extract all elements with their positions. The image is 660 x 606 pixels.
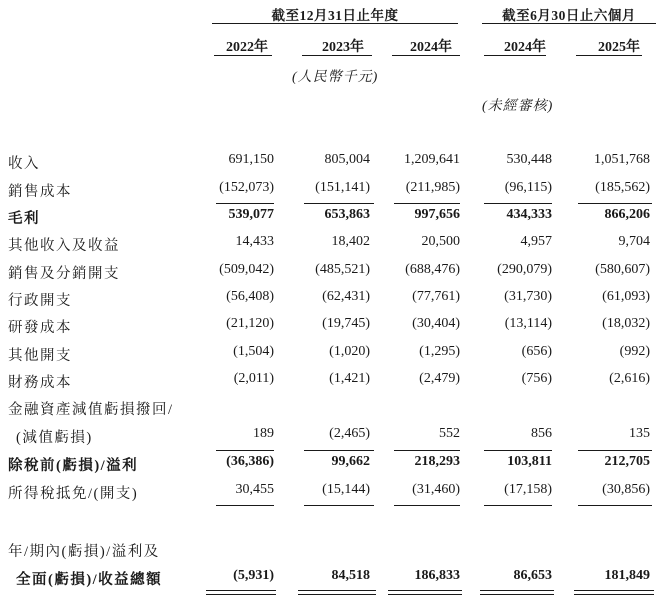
year-header-2025-6m: 2025年 bbox=[598, 40, 640, 55]
unaudited-label: (未經審核) bbox=[482, 99, 554, 114]
row-label-impairment-line2: (減值虧損) bbox=[16, 430, 93, 446]
cell-total-comprehensive-2025-6m: 181,849 bbox=[604, 568, 650, 583]
cell-pbt-2024: 218,293 bbox=[414, 454, 460, 469]
cell-revenue-2022: 691,150 bbox=[228, 152, 274, 167]
year-underline bbox=[484, 55, 546, 56]
cell-cost-of-sales-2025-6m: (185,562) bbox=[595, 180, 650, 195]
cell-impairment-2022: 189 bbox=[253, 426, 274, 441]
cell-other-income-2025-6m: 9,704 bbox=[618, 234, 650, 249]
cell-income-tax-2024-6m: (17,158) bbox=[504, 482, 552, 497]
row-label-profit-before-tax: 除稅前(虧損)/溢利 bbox=[8, 458, 139, 474]
cell-total-comprehensive-2024-6m: 86,653 bbox=[513, 568, 552, 583]
total-double-underline bbox=[574, 590, 654, 595]
cell-gross-profit-2023: 653,863 bbox=[324, 207, 370, 222]
cell-pbt-2024-6m: 103,811 bbox=[507, 454, 552, 469]
row-label-total-comprehensive-line1: 年/期內(虧損)/溢利及 bbox=[8, 544, 160, 560]
cell-revenue-2024-6m: 530,448 bbox=[506, 152, 552, 167]
row-label-cost-of-sales: 銷售成本 bbox=[8, 184, 72, 200]
cell-impairment-2024: 552 bbox=[439, 426, 460, 441]
cell-other-income-2024: 20,500 bbox=[421, 234, 460, 249]
subtotal-line bbox=[304, 505, 374, 506]
cell-cost-of-sales-2023: (151,141) bbox=[315, 180, 370, 195]
subtotal-line bbox=[394, 450, 460, 451]
cell-admin-expenses-2024-6m: (31,730) bbox=[504, 289, 552, 304]
header-six-months-underline bbox=[482, 23, 656, 24]
cell-finance-costs-2025-6m: (2,616) bbox=[609, 371, 650, 386]
row-label-admin-expenses: 行政開支 bbox=[8, 293, 72, 309]
row-label-income-tax: 所得稅抵免/(開支) bbox=[8, 486, 139, 502]
subtotal-line bbox=[484, 505, 552, 506]
subtotal-line bbox=[578, 505, 652, 506]
total-double-underline bbox=[298, 590, 376, 595]
cell-gross-profit-2024-6m: 434,333 bbox=[506, 207, 552, 222]
cell-admin-expenses-2022: (56,408) bbox=[226, 289, 274, 304]
cell-cost-of-sales-2024: (211,985) bbox=[405, 180, 460, 195]
cell-cost-of-sales-2024-6m: (96,115) bbox=[504, 180, 552, 195]
subtotal-line bbox=[484, 203, 552, 204]
row-label-other-income: 其他收入及收益 bbox=[8, 238, 120, 254]
cell-income-tax-2025-6m: (30,856) bbox=[602, 482, 650, 497]
subtotal-line bbox=[216, 203, 274, 204]
cell-selling-expenses-2024: (688,476) bbox=[405, 262, 460, 277]
cell-impairment-2023: (2,465) bbox=[329, 426, 370, 441]
cell-impairment-2024-6m: 856 bbox=[531, 426, 552, 441]
cell-selling-expenses-2023: (485,521) bbox=[315, 262, 370, 277]
subtotal-line bbox=[216, 505, 274, 506]
cell-rnd-costs-2025-6m: (18,032) bbox=[602, 316, 650, 331]
year-header-2022: 2022年 bbox=[226, 40, 268, 55]
cell-gross-profit-2025-6m: 866,206 bbox=[604, 207, 650, 222]
cell-selling-expenses-2022: (509,042) bbox=[219, 262, 274, 277]
cell-impairment-2025-6m: 135 bbox=[629, 426, 650, 441]
year-underline bbox=[392, 55, 460, 56]
row-label-total-comprehensive-line2: 全面(虧損)/收益總額 bbox=[16, 572, 163, 588]
cell-revenue-2023: 805,004 bbox=[324, 152, 370, 167]
cell-income-tax-2022: 30,455 bbox=[235, 482, 274, 497]
cell-other-expenses-2022: (1,504) bbox=[233, 344, 274, 359]
header-six-months: 截至6月30日止六個月 bbox=[502, 8, 636, 23]
cell-selling-expenses-2025-6m: (580,607) bbox=[595, 262, 650, 277]
row-label-finance-costs: 財務成本 bbox=[8, 375, 72, 391]
cell-other-income-2024-6m: 4,957 bbox=[520, 234, 552, 249]
subtotal-line bbox=[304, 203, 374, 204]
cell-other-expenses-2024-6m: (656) bbox=[521, 344, 552, 359]
year-header-2024: 2024年 bbox=[410, 40, 452, 55]
cell-rnd-costs-2024-6m: (13,114) bbox=[504, 316, 552, 331]
row-label-impairment-line1: 金融資產減值虧損撥回/ bbox=[8, 402, 174, 418]
row-label-gross-profit: 毛利 bbox=[8, 211, 40, 227]
cell-pbt-2022: (36,386) bbox=[226, 454, 274, 469]
subtotal-line bbox=[394, 505, 460, 506]
subtotal-line bbox=[216, 450, 274, 451]
total-double-underline bbox=[206, 590, 276, 595]
cell-finance-costs-2023: (1,421) bbox=[329, 371, 370, 386]
cell-admin-expenses-2025-6m: (61,093) bbox=[602, 289, 650, 304]
cell-selling-expenses-2024-6m: (290,079) bbox=[497, 262, 552, 277]
cell-gross-profit-2022: 539,077 bbox=[228, 207, 274, 222]
unit-label: (人民幣千元) bbox=[292, 70, 379, 85]
row-label-selling-expenses: 銷售及分銷開支 bbox=[8, 266, 120, 282]
cell-rnd-costs-2023: (19,745) bbox=[322, 316, 370, 331]
cell-finance-costs-2024-6m: (756) bbox=[521, 371, 552, 386]
cell-pbt-2025-6m: 212,705 bbox=[604, 454, 650, 469]
cell-other-income-2023: 18,402 bbox=[331, 234, 370, 249]
cell-rnd-costs-2022: (21,120) bbox=[226, 316, 274, 331]
year-underline bbox=[302, 55, 372, 56]
cell-finance-costs-2022: (2,011) bbox=[233, 371, 274, 386]
cell-other-income-2022: 14,433 bbox=[235, 234, 274, 249]
cell-income-tax-2023: (15,144) bbox=[322, 482, 370, 497]
cell-rnd-costs-2024: (30,404) bbox=[412, 316, 460, 331]
cell-total-comprehensive-2023: 84,518 bbox=[331, 568, 370, 583]
row-label-rnd-costs: 研發成本 bbox=[8, 320, 72, 336]
cell-revenue-2024: 1,209,641 bbox=[404, 152, 460, 167]
cell-income-tax-2024: (31,460) bbox=[412, 482, 460, 497]
cell-admin-expenses-2023: (62,431) bbox=[322, 289, 370, 304]
year-underline bbox=[576, 55, 642, 56]
header-fiscal-year: 截至12月31日止年度 bbox=[271, 8, 399, 23]
header-fiscal-year-underline bbox=[212, 23, 458, 24]
cell-finance-costs-2024: (2,479) bbox=[419, 371, 460, 386]
subtotal-line bbox=[394, 203, 460, 204]
cell-other-expenses-2025-6m: (992) bbox=[619, 344, 650, 359]
cell-gross-profit-2024: 997,656 bbox=[414, 207, 460, 222]
row-label-other-expenses: 其他開支 bbox=[8, 348, 72, 364]
subtotal-line bbox=[578, 203, 652, 204]
cell-total-comprehensive-2022: (5,931) bbox=[233, 568, 274, 583]
year-header-2024-6m: 2024年 bbox=[504, 40, 546, 55]
cell-admin-expenses-2024: (77,761) bbox=[412, 289, 460, 304]
total-double-underline bbox=[388, 590, 462, 595]
total-double-underline bbox=[480, 590, 554, 595]
subtotal-line bbox=[304, 450, 374, 451]
cell-cost-of-sales-2022: (152,073) bbox=[219, 180, 274, 195]
subtotal-line bbox=[484, 450, 552, 451]
cell-total-comprehensive-2024: 186,833 bbox=[414, 568, 460, 583]
year-header-2023: 2023年 bbox=[322, 40, 364, 55]
cell-pbt-2023: 99,662 bbox=[331, 454, 370, 469]
row-label-revenue: 收入 bbox=[8, 156, 40, 172]
year-underline bbox=[214, 55, 272, 56]
subtotal-line bbox=[578, 450, 652, 451]
cell-revenue-2025-6m: 1,051,768 bbox=[594, 152, 650, 167]
cell-other-expenses-2023: (1,020) bbox=[329, 344, 370, 359]
cell-other-expenses-2024: (1,295) bbox=[419, 344, 460, 359]
